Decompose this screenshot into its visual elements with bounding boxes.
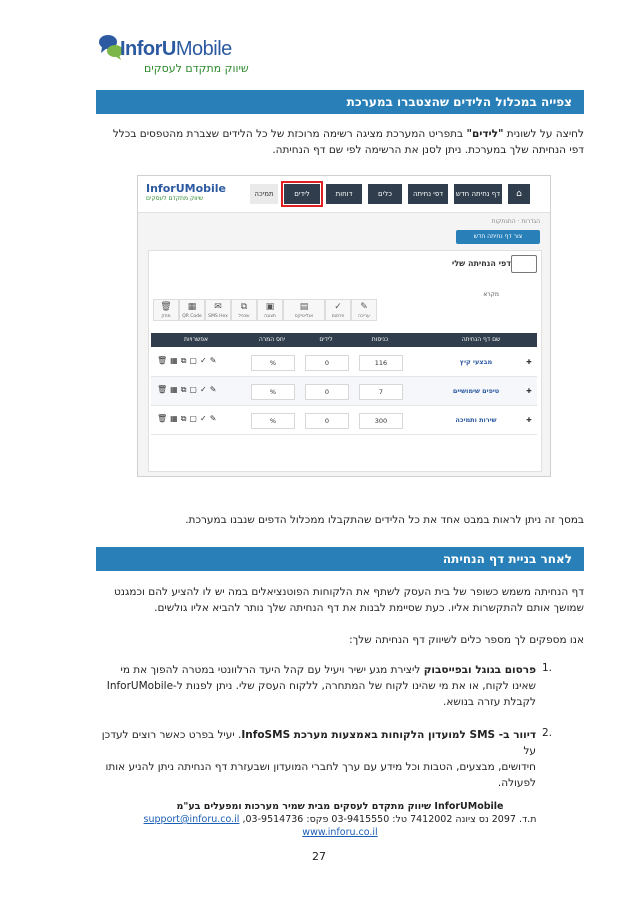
row-action-icons[interactable]: 🗑▦⧉▢✓✎ xyxy=(157,385,220,394)
nav-item-landing-pages[interactable]: דפי נחיתה xyxy=(408,184,448,204)
footer-company-line xyxy=(96,800,584,813)
app-logo-text: InforUMobile xyxy=(146,182,227,195)
section1-line1 xyxy=(96,126,584,142)
tool-label: QR Code xyxy=(182,314,202,319)
app-logo xyxy=(146,182,226,202)
logo-name-inforu: InforU xyxy=(120,38,176,60)
item1-text: ליצירת מגע ישיר ויעיל עם קהל היעד הרלוונטי במטרה להפוך את מי xyxy=(120,664,424,676)
logo-name-mobile: Mobile xyxy=(175,38,232,60)
col-leads: לידים xyxy=(319,336,333,343)
footer-company: שיווק מתקדם לעסקים מבית שמיר מערכות ומפעלים בע"מ xyxy=(176,801,435,812)
leads-highlight-box xyxy=(281,181,323,207)
qr-tool[interactable] xyxy=(179,299,205,321)
analytics-tool[interactable] xyxy=(283,299,325,321)
row-page-name[interactable]: מבצעי קיץ xyxy=(459,358,493,366)
section1-text-c: בתפריט המערכת מציגה רשימה מרוכזת של כל הלידים שצברת מהטפסים בכלל xyxy=(112,128,467,140)
delete-tool[interactable] xyxy=(153,299,179,321)
row-visits: 116 xyxy=(359,355,403,371)
item1-line1 xyxy=(96,662,536,678)
tool-label: SMS Hex xyxy=(208,314,228,319)
row-rate: % xyxy=(251,413,295,429)
home-icon[interactable]: ⌂ xyxy=(508,184,530,204)
expand-icon[interactable]: ✚ xyxy=(526,358,532,366)
row-rate: % xyxy=(251,355,295,371)
row-page-name[interactable]: טיפים שימושיים xyxy=(452,387,500,395)
row-leads: 0 xyxy=(305,384,349,400)
section2-line2: שמושך אותם להתקשרות אליו. כעת שסיימת לבנות את דף הנחיתה שלך נותר להביא אליו גולשים. xyxy=(154,602,584,614)
item2-line2: חידושים, מבצעים, הטבות וכל מידע עם ערך לחברי המועדון ושבעזרת דף הנחיתה ניתן להניע אותו xyxy=(105,761,536,773)
devices-icon xyxy=(511,255,537,273)
item2-line1 xyxy=(96,727,536,759)
item1-text2: שאינו לקוח, או את מי שהינו לקוח של המתחרה, ללקוח העסק שלי. ניתן לפנות ל- xyxy=(173,680,536,692)
nav-item-new-page[interactable]: דף נחיתה חדש xyxy=(454,184,502,204)
qr-icon: ▦ xyxy=(187,302,197,312)
page-number: 27 xyxy=(312,850,326,863)
table-row xyxy=(151,406,537,435)
trash-icon: 🗑 xyxy=(160,302,172,312)
footer-address: ת.ד. 2097 נס ציונה 7412002 טל: 03-9415550 פקס: 03-9514736, xyxy=(242,814,537,825)
expand-icon[interactable]: ✚ xyxy=(526,416,532,424)
list-number-2: 2. xyxy=(542,727,553,739)
tool-label: מחק xyxy=(161,314,171,319)
col-conversion: יחס המרה xyxy=(258,336,286,343)
nav-item-tools[interactable]: כלים xyxy=(368,184,402,204)
duplicate-icon: ⧉ xyxy=(240,302,248,312)
landing-pages-panel xyxy=(148,250,542,472)
row-rate: % xyxy=(251,384,295,400)
screenshot-caption: במסך זה ניתן לראות במבט אחד את כל הלידים שהתקבלו ממכלול הדפים שנבנו במערכת. xyxy=(185,514,584,526)
row-page-name[interactable]: שירות ותמיכה xyxy=(455,416,497,424)
create-landing-page-button[interactable]: צור דף נחיתה חדש xyxy=(456,230,540,244)
footer-contact-line xyxy=(96,813,584,826)
section1-line2: דפי הנחיתה שלך במערכת. ניתן לסנן את הרשימה לפי שם דף הנחיתה. xyxy=(272,144,584,156)
section2-line1: דף הנחיתה משמש כשופר של בית העסק לשתף את הלקוחות הפוטנציאלים במה יש לו להציע להם וכמגנט xyxy=(114,586,584,598)
expand-icon[interactable]: ✚ xyxy=(526,387,532,395)
edit-tool[interactable] xyxy=(351,299,377,321)
section2-paragraph xyxy=(96,584,584,616)
row-action-icons[interactable]: 🗑▦⧉▢✓✎ xyxy=(157,356,220,365)
footer-brand: InforUMobile xyxy=(434,801,504,812)
legend-title: מקרא xyxy=(483,291,499,298)
item2-title: דיוור ב- SMS למועדון הלקוחות באמצעות מערכת InfoSMS xyxy=(241,729,536,741)
col-options: אפשרויות xyxy=(184,336,208,343)
inforu-logo xyxy=(98,32,248,82)
item2-line3: לפעולה. xyxy=(497,777,536,789)
app-logo-tagline: שיווק מתקדם לעסקים xyxy=(146,195,204,202)
row-visits: 7 xyxy=(359,384,403,400)
pencil-icon: ✎ xyxy=(360,302,368,312)
leads-screenshot xyxy=(137,175,551,477)
footer xyxy=(96,800,584,839)
tool-label: עריכה xyxy=(358,314,370,319)
item1-line2 xyxy=(96,678,536,694)
section-header-leads: צפייה במכלול הלידים שהצטברו במערכת xyxy=(96,90,584,114)
logo-tagline: שיווק מתקדם לעסקים xyxy=(144,62,249,75)
row-action-icons[interactable]: 🗑▦⧉▢✓✎ xyxy=(157,414,220,423)
preview-icon: ▣ xyxy=(265,302,275,312)
nav-item-leads[interactable]: לידים xyxy=(284,184,320,204)
check-icon: ✓ xyxy=(334,302,342,312)
footer-email-link[interactable]: support@inforu.co.il xyxy=(143,814,240,825)
table-row xyxy=(151,377,537,406)
nav-item-support[interactable]: תמיכה xyxy=(250,184,278,204)
app-breadcrumb[interactable]: הגדרות · התנתקות xyxy=(491,218,540,225)
tool-label: אנליטיקס xyxy=(294,314,314,319)
item1-title: פרסום בגוגל ובפייסבוק xyxy=(423,664,536,676)
col-visits: כניסות xyxy=(371,336,389,343)
table-header xyxy=(151,333,537,347)
list-item xyxy=(96,662,536,710)
row-visits: 300 xyxy=(359,413,403,429)
footer-website-line xyxy=(96,826,584,839)
list-number-1: 1. xyxy=(542,662,553,674)
app-header xyxy=(138,176,550,213)
row-leads: 0 xyxy=(305,355,349,371)
row-leads: 0 xyxy=(305,413,349,429)
panel-title: דפי הנחיתה שלי xyxy=(451,259,511,268)
list-item xyxy=(96,727,536,791)
tool-label: פרסום xyxy=(331,314,345,319)
leads-tab-name: "לידים" xyxy=(466,128,504,140)
col-page-name: שם דף הנחיתה xyxy=(461,336,501,343)
item1-line3: לקבלת עזרה בנושא. xyxy=(443,696,536,708)
duplicate-tool[interactable] xyxy=(231,299,257,321)
preview-tool[interactable] xyxy=(257,299,283,321)
nav-item-reports[interactable]: דוחות xyxy=(326,184,362,204)
section-header-after-build: לאחר בניית דף הנחיתה xyxy=(96,547,584,571)
sms-tool[interactable] xyxy=(205,299,231,321)
tool-label: תצוגה xyxy=(264,314,276,319)
item2-text: . יעיל בפרט כאשר רוצים לעדכן על xyxy=(101,729,536,757)
envelope-icon: ✉ xyxy=(214,302,222,312)
logo-wordmark xyxy=(120,38,232,61)
section1-paragraph xyxy=(96,126,584,158)
analytics-icon: ▤ xyxy=(299,302,309,312)
publish-tool[interactable] xyxy=(325,299,351,321)
tool-label: שכפל xyxy=(238,314,250,319)
section1-text-a: לחיצה על לשונית xyxy=(503,128,584,140)
item1-brand: InforUMobile xyxy=(106,680,174,692)
tools-intro: אנו מספקים לך מספר כלים לשיווק דף הנחיתה שלך: xyxy=(349,634,584,646)
table-row xyxy=(151,348,537,377)
footer-website-link[interactable]: www.inforu.co.il xyxy=(302,827,378,838)
